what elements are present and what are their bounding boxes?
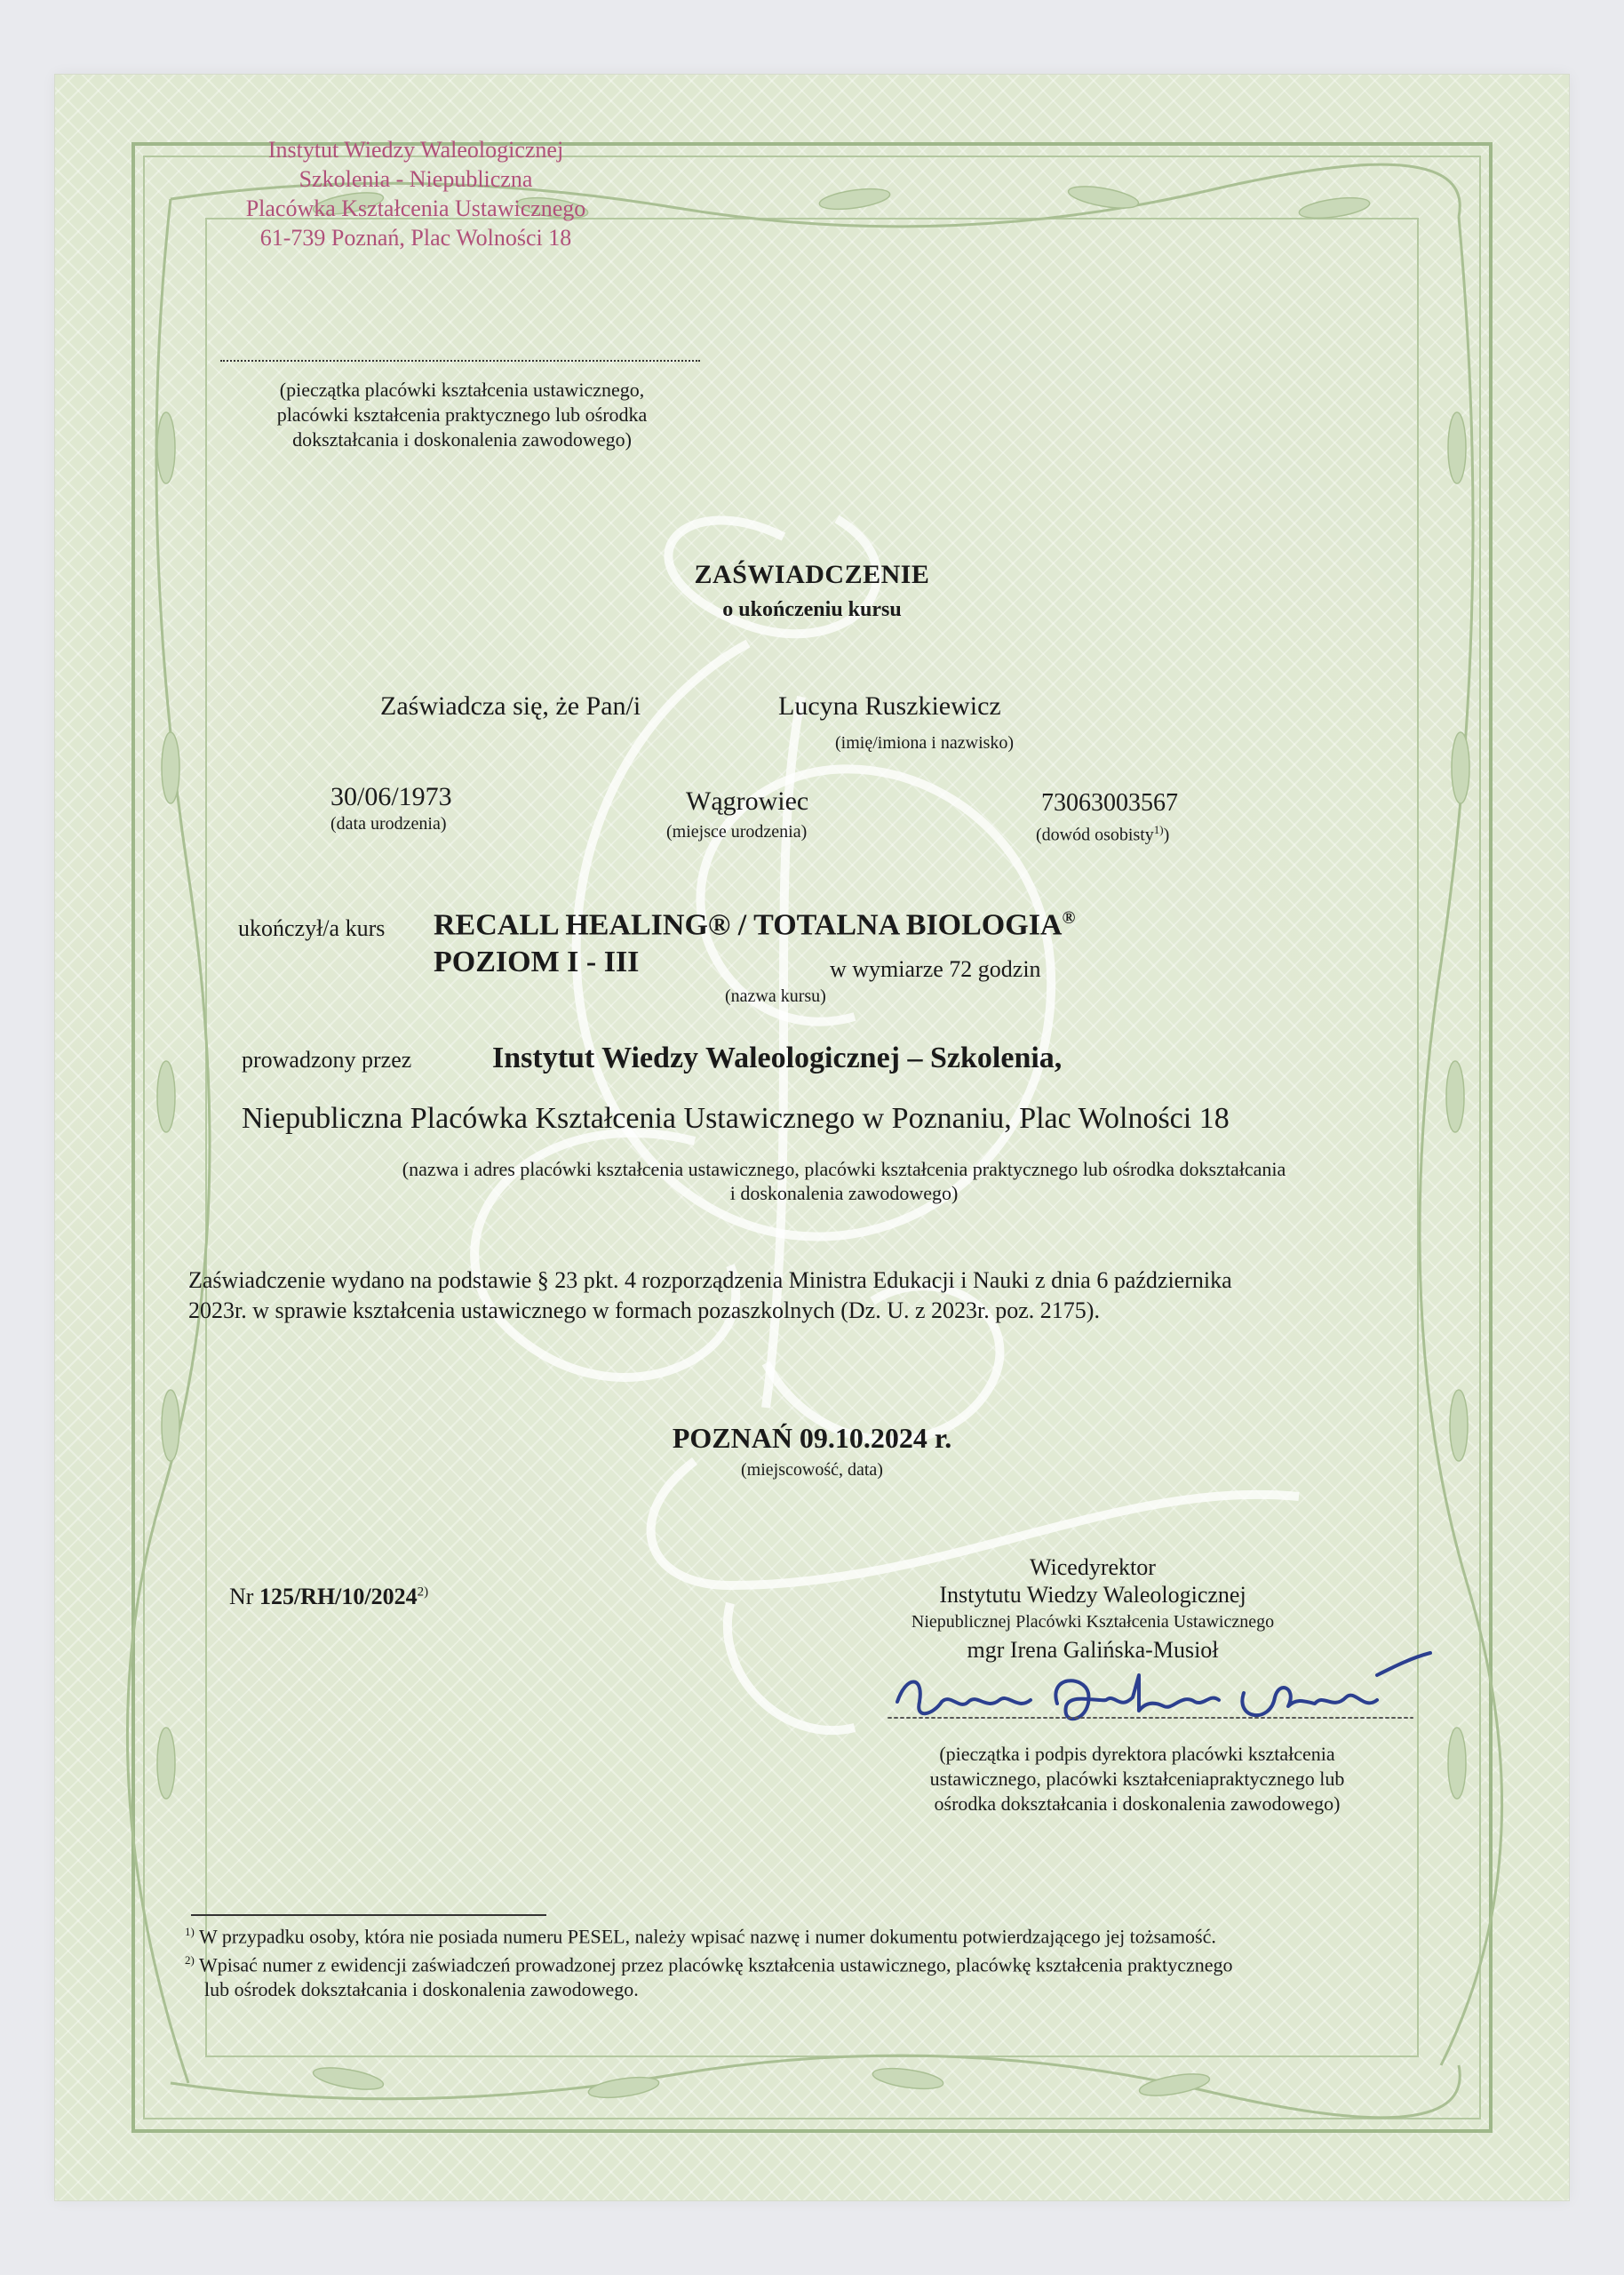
birth-place-caption: (miejsce urodzenia)	[666, 822, 808, 842]
institution-caption-line: i doskonalenia zawodowego)	[729, 1182, 959, 1204]
course-intro: ukończył/a kurs	[238, 915, 386, 941]
director-unit: Niepublicznej Placówki Kształcenia Ustawicznego	[911, 1612, 1275, 1632]
stamp-line: 61-739 Poznań, Plac Wolności 18	[259, 225, 572, 251]
director-caption-line: ośrodka dokształcania i doskonalenia zawodowego)	[934, 1792, 1341, 1815]
certificate-number	[229, 1584, 428, 1610]
birth-date: 30/06/1973	[330, 782, 452, 811]
institution-caption	[284, 1157, 1404, 1205]
birth-place: Wągrowiec	[686, 786, 809, 816]
person-name-caption: (imię/imiona i nazwisko)	[835, 733, 1015, 753]
stamp-caption	[204, 378, 720, 452]
stamp-line: Instytut Wiedzy Waleologicznej	[267, 137, 564, 163]
stamp-caption-line: dokształcania i doskonalenia zawodowego)	[292, 428, 632, 451]
place-date: POZNAŃ 09.10.2024 r.	[672, 1422, 952, 1454]
handwritten-signature	[880, 1640, 1448, 1746]
institution-caption-line: (nazwa i adres placówki kształcenia ustawicznego, placówki kształcenia praktycznego lub ośrodka dokształcania	[402, 1158, 1286, 1180]
footnote-1-mark: 1)	[185, 1925, 195, 1938]
course-name-line1	[434, 908, 1075, 942]
stamp-caption-line: (pieczątka placówki kształcenia ustawicznego,	[279, 379, 645, 401]
id-number: 73063003567	[1041, 789, 1178, 817]
id-caption-text: (dowód osobisty	[1036, 825, 1154, 845]
course-registered-mark: ®	[1062, 908, 1076, 928]
institution-address: Niepubliczna Placówka Kształcenia Ustawicznego w Poznaniu, Plac Wolności 18	[242, 1102, 1230, 1135]
director-name: mgr Irena Galińska-Musioł	[967, 1637, 1219, 1663]
birth-date-caption: (data urodzenia)	[330, 814, 447, 834]
footnote-2-continuation: lub ośrodek dokształcania i doskonalenia zawodowego.	[204, 1977, 639, 2000]
legal-line: 2023r. w sprawie kształcenia ustawicznego w formach pozaszkolnych (Dz. U. z 2023r. poz. 2175).	[188, 1297, 1100, 1323]
director-caption-line: (pieczątka i podpis dyrektora placówki kształcenia	[939, 1743, 1335, 1765]
director-caption-line: ustawicznego, placówki kształceniapraktycznego lub	[929, 1768, 1345, 1790]
place-date-caption: (miejscowość, data)	[741, 1460, 883, 1480]
institution-intro: prowadzony przez	[242, 1047, 412, 1073]
course-name-line2: POZIOM I - III	[434, 946, 640, 978]
legal-basis	[188, 1265, 1232, 1326]
number-value: 125/RH/10/2024	[259, 1584, 418, 1609]
course-duration: w wymiarze 72 godzin	[830, 956, 1041, 982]
certificate-title: ZAŚWIADCZENIE	[694, 560, 930, 589]
footnote-1-text: W przypadku osoby, która nie posiada numeru PESEL, należy wpisać nazwę i numer dokumentu potwierdzającego jej tożsamość.	[194, 1925, 1216, 1948]
stamp-line: Szkolenia - Niepubliczna	[299, 166, 533, 192]
stamp-line: Placówka Kształcenia Ustawicznego	[245, 196, 586, 221]
director-institution: Instytutu Wiedzy Waleologicznej	[939, 1582, 1246, 1608]
footnote-2-text: Wpisać numer z ewidencji zaświadczeń prowadzonej przez placówkę kształcenia ustawicznego, placówkę kształcenia praktycznego	[194, 1953, 1233, 1976]
course-name-text: RECALL HEALING® / TOTALNA BIOLOGIA	[434, 908, 1063, 942]
footnote-1	[185, 1920, 1393, 1948]
footnote-2-mark: 2)	[185, 1953, 195, 1968]
course-caption: (nazwa kursu)	[725, 986, 826, 1006]
director-title: Wicedyrektor	[1030, 1554, 1156, 1580]
id-caption-sup: 1)	[1153, 823, 1164, 836]
stamp-caption-line: placówki kształcenia praktycznego lub ośrodka	[276, 403, 648, 426]
id-caption-end: )	[1163, 825, 1170, 845]
institution-name: Instytut Wiedzy Waleologicznej – Szkolenia,	[492, 1042, 1063, 1074]
legal-line: Zaświadczenie wydano na podstawie § 23 pkt. 4 rozporządzenia Ministra Edukacji i Nauki z dnia 6 października	[188, 1267, 1232, 1293]
institution-stamp	[185, 135, 647, 252]
footnote-separator	[191, 1914, 546, 1916]
stamp-dotted-line	[220, 360, 700, 362]
footnote-2	[185, 1948, 1393, 1976]
person-intro: Zaświadcza się, że Pan/i	[380, 691, 641, 721]
number-sup: 2)	[417, 1585, 429, 1600]
number-prefix: Nr	[229, 1584, 259, 1609]
id-caption	[1036, 823, 1169, 846]
certificate-subtitle: o ukończeniu kursu	[722, 598, 902, 621]
person-name: Lucyna Ruszkiewicz	[778, 691, 1001, 721]
footnotes	[185, 1920, 1393, 2001]
director-caption	[880, 1742, 1395, 1816]
